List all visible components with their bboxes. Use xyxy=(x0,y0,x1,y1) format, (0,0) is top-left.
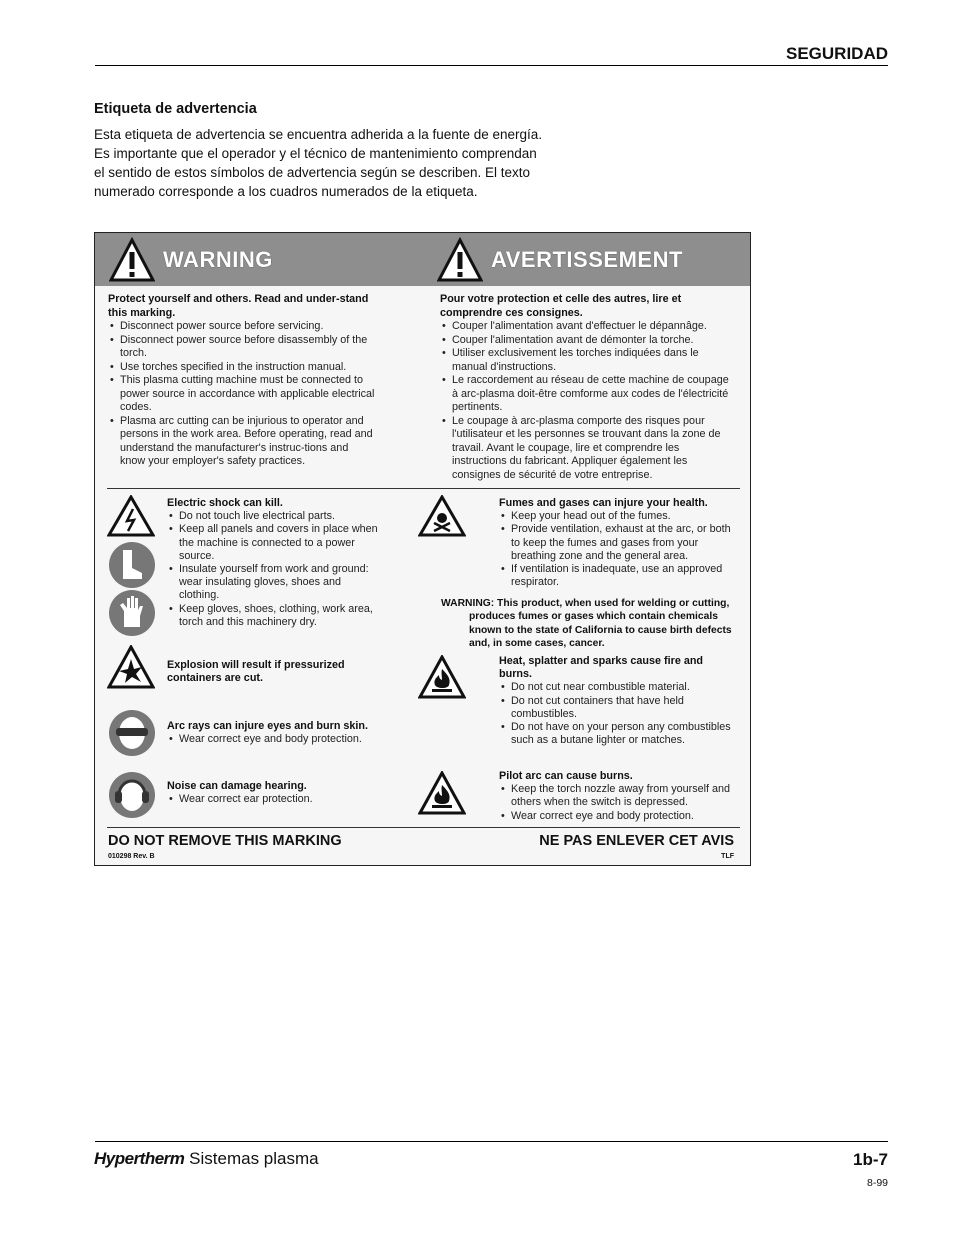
footer-rule xyxy=(95,1141,888,1142)
avertissement-word: AVERTISSEMENT xyxy=(491,247,683,272)
fumes-heading: Fumes and gases can injure your health. xyxy=(499,497,708,509)
california-warning-text: WARNING: This product, when used for welding or cutting, produces fumes or gases which contain chemicals known to the state of California to cause birth defects and, in some cases, cancer. xyxy=(441,598,732,650)
ear-protection-icon xyxy=(108,771,156,819)
california-warning xyxy=(441,597,741,651)
fire-hazard-icon xyxy=(418,655,466,699)
list-item: • Use torches specified in the instruction manual. xyxy=(108,361,376,375)
heat-block xyxy=(499,655,734,747)
protect-block-en xyxy=(108,293,376,469)
toxic-fumes-icon xyxy=(418,495,466,537)
warning-triangle-icon xyxy=(109,237,155,283)
label-divider xyxy=(107,488,740,489)
eye-protection-icon xyxy=(108,709,156,757)
list-item: • Keep gloves, shoes, clothing, work area, torch and this machinery dry. xyxy=(167,603,382,629)
pilot-heading: Pilot arc can cause burns. xyxy=(499,770,633,782)
list-item: • Utiliser exclusivement les torches indiquées dans le manual d'instructions. xyxy=(440,347,735,374)
electric-shock-icon xyxy=(107,495,155,537)
arc-rays-block xyxy=(167,720,387,746)
label-footer-divider xyxy=(107,827,740,828)
label-code: TLF xyxy=(721,853,734,860)
noise-block xyxy=(167,780,387,806)
section-title: Etiqueta de advertencia xyxy=(94,101,257,117)
do-not-remove-text: DO NOT REMOVE THIS MARKING xyxy=(108,833,342,849)
shock-heading: Electric shock can kill. xyxy=(167,497,283,509)
list-item: • Keep the torch nozzle away from yourself and others when the switch is depressed. xyxy=(499,783,734,809)
explosion-heading: Explosion will result if pressurized containers are cut. xyxy=(167,659,345,685)
shock-block xyxy=(167,497,382,629)
list-item: • Wear correct eye and body protection. xyxy=(499,810,734,823)
intro-line: Esta etiqueta de advertencia se encuentra adherida a la fuente de energía. xyxy=(94,127,543,142)
warning-banner-en xyxy=(109,237,273,283)
list-item: • Le raccordement au réseau de cette machine de coupage à arc-plasma doit-être comforme aux codes de l'électricité pertinents. xyxy=(440,374,735,415)
pilot-arc-burn-icon xyxy=(418,771,466,815)
pilot-block xyxy=(499,770,734,823)
intro-paragraph xyxy=(94,125,584,201)
explosion-icon xyxy=(107,645,155,689)
page-number: 1b-7 xyxy=(853,1150,888,1169)
list-item: • Provide ventilation, exhaust at the arc, or both to keep the fumes and gases from your breathing zone and the general area. xyxy=(499,523,734,563)
list-item: • Disconnect power source before servicing. xyxy=(108,320,376,334)
intro-line: Es importante que el operador y el técnico de mantenimiento comprendan xyxy=(94,146,537,161)
list-item: • Couper l'alimentation avant de démonter la torche. xyxy=(440,334,735,348)
list-item: • Wear correct eye and body protection. xyxy=(167,733,387,746)
list-item: • This plasma cutting machine must be connected to power source in accordance with applicable electrical codes. xyxy=(108,374,376,415)
list-item: • Do not cut near combustible material. xyxy=(499,681,734,694)
list-item: • If ventilation is inadequate, use an approved respirator. xyxy=(499,563,734,589)
list-item: • Do not have on your person any combustibles such as a butane lighter or matches. xyxy=(499,721,734,747)
fumes-block xyxy=(499,497,734,589)
list-item: • Le coupage à arc-plasma comporte des risques pour l'utilisateur et les personnes se trouvant dans la zone de travail. Avant le coupage, lire et comprendre les instructions du fabricant. Appliquer également les consignes de sécurité de votre entreprise. xyxy=(440,415,735,483)
list-item: • Disconnect power source before disassembly of the torch. xyxy=(108,334,376,361)
product-name: Sistemas plasma xyxy=(189,1149,319,1168)
ne-pas-enlever-text: NE PAS ENLEVER CET AVIS xyxy=(539,833,734,849)
warning-label xyxy=(94,232,751,866)
list-item: • Keep all panels and covers in place when the machine is connected to a power source. xyxy=(167,523,382,563)
arc-rays-heading: Arc rays can injure eyes and burn skin. xyxy=(167,720,369,732)
intro-line: el sentido de estos símbolos de advertencia según se describen. El texto xyxy=(94,165,531,180)
explosion-block xyxy=(167,659,367,685)
list-item: • Keep your head out of the fumes. xyxy=(499,510,734,523)
warning-triangle-icon xyxy=(437,237,483,283)
warning-word: WARNING xyxy=(163,247,273,272)
insulated-gloves-icon xyxy=(108,589,156,637)
protect-block-fr xyxy=(440,293,735,482)
list-item: • Plasma arc cutting can be injurious to operator and persons in the work area. Before operating, read and understand the manufacturer's instruc-tions and know your employer's safety practices. xyxy=(108,415,376,469)
header-rule xyxy=(95,65,888,66)
heat-heading: Heat, splatter and sparks cause fire and burns. xyxy=(499,655,704,681)
list-item: • Couper l'alimentation avant d'effectuer le dépannâge. xyxy=(440,320,735,334)
footer-brand xyxy=(94,1149,319,1169)
list-item: • Do not touch live electrical parts. xyxy=(167,510,382,523)
noise-heading: Noise can damage hearing. xyxy=(167,780,307,792)
insulated-boots-icon xyxy=(108,541,156,589)
list-item: • Do not cut containers that have held combustibles. xyxy=(499,695,734,721)
protect-heading-en: Protect yourself and others. Read and under-stand this marking. xyxy=(108,293,369,319)
section-header: SEGURIDAD xyxy=(785,44,888,63)
part-number: 010298 Rev. B xyxy=(108,853,155,860)
warning-banner-fr xyxy=(437,237,683,283)
revision-date: 8-99 xyxy=(866,1177,888,1189)
intro-line: numerado corresponde a los cuadros numerados de la etiqueta. xyxy=(94,184,478,199)
hypertherm-logo: Hypertherm xyxy=(94,1149,185,1168)
protect-heading-fr: Pour votre protection et celle des autres, lire et comprendre ces consignes. xyxy=(440,293,682,319)
list-item: • Insulate yourself from work and ground: wear insulating gloves, shoes and clothing. xyxy=(167,563,382,603)
list-item: • Wear correct ear protection. xyxy=(167,793,387,806)
